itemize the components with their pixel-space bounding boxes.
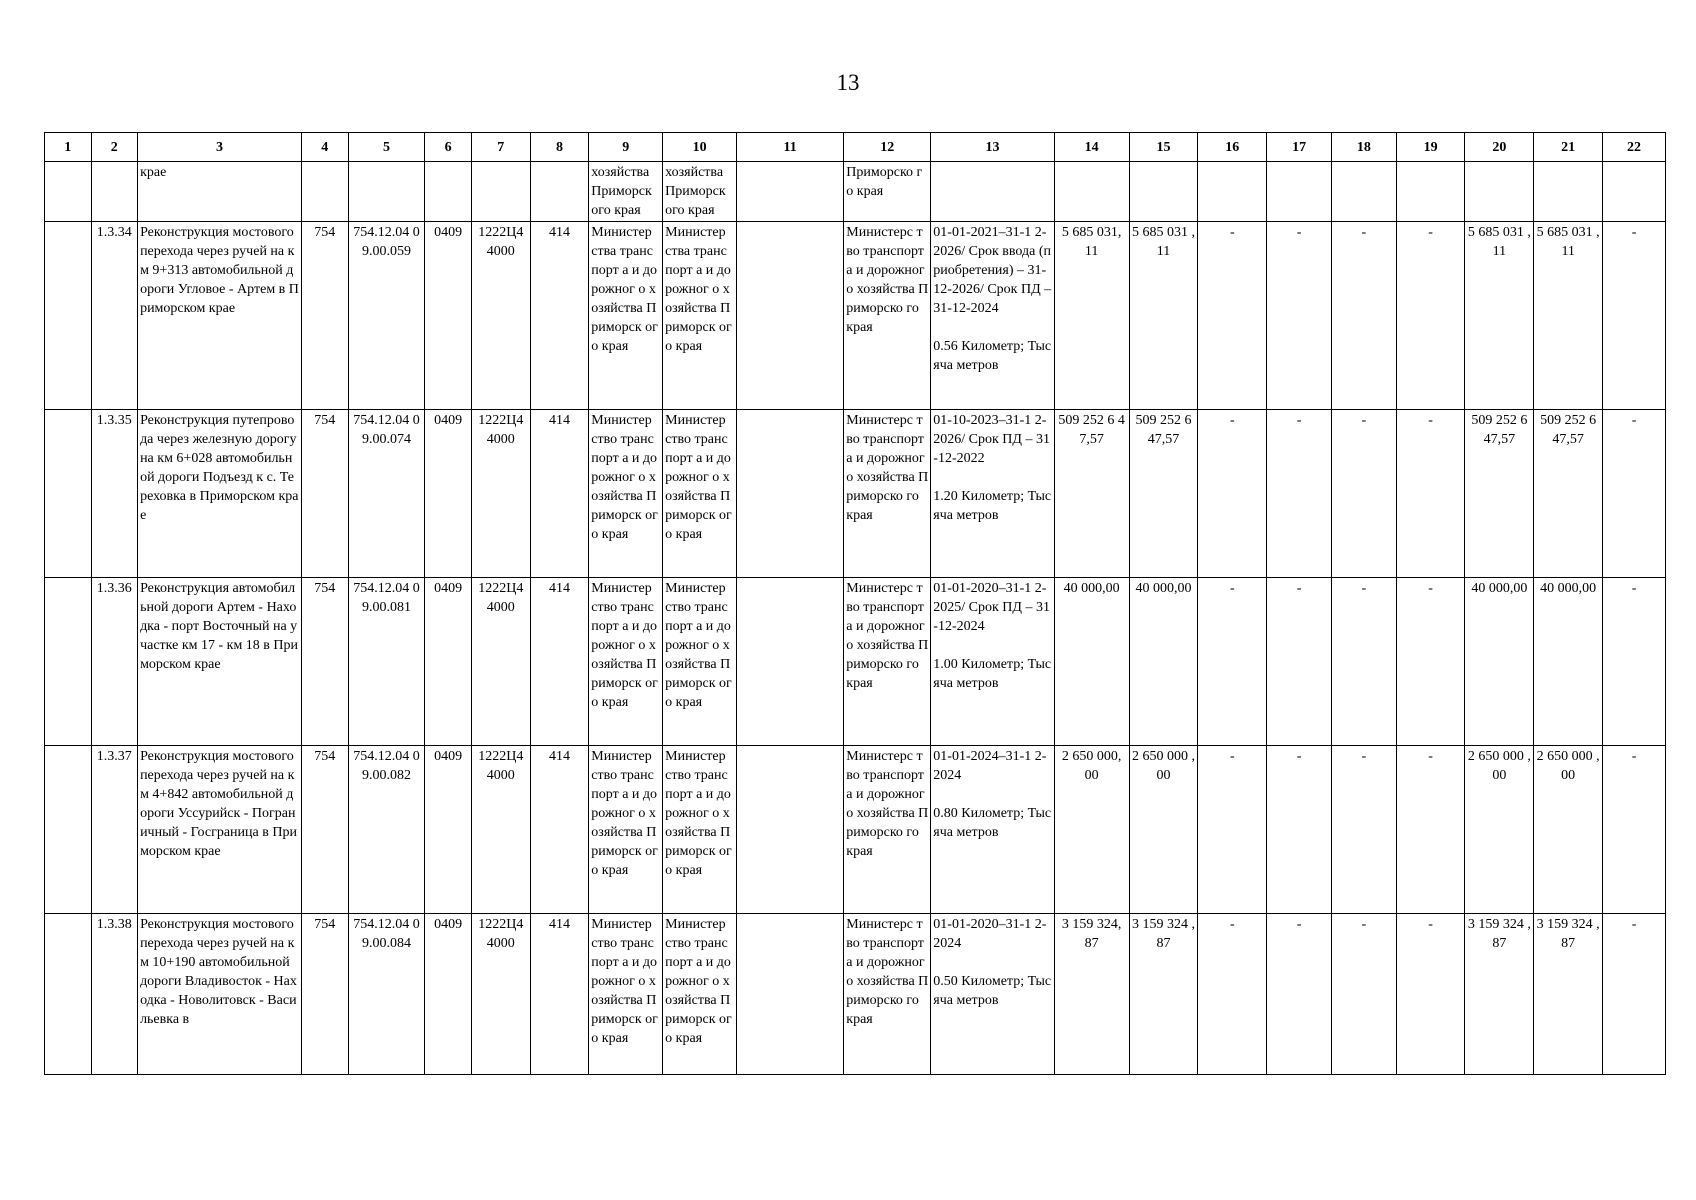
- cell-c6: 0409: [425, 578, 472, 746]
- cell-c17: -: [1267, 914, 1332, 1075]
- cell-c21: 509 252 6 47,57: [1534, 410, 1603, 578]
- cell-c2: 1.3.37: [91, 746, 138, 914]
- cell-c13: [931, 410, 1054, 578]
- cell-c18: [1331, 162, 1396, 222]
- cell-c22: -: [1603, 578, 1666, 746]
- cell-c6: 0409: [425, 410, 472, 578]
- capacity-text: 0.56 Километр; Тысяча метров: [933, 339, 1052, 373]
- cell-c4: 754: [301, 578, 348, 746]
- cell-c10: хозяйства Приморск ого края: [663, 162, 737, 222]
- cell-c4: 754: [301, 410, 348, 578]
- cell-c3: Реконструкция автомобильной дороги Артем - Находка - порт Восточный на участке км 17 - км 18 в Приморском крае: [138, 578, 302, 746]
- cell-c22: -: [1603, 914, 1666, 1075]
- cell-c8: 414: [530, 746, 589, 914]
- cell-c1: [45, 914, 92, 1075]
- cell-c17: -: [1267, 746, 1332, 914]
- cell-c20: 2 650 000 ,00: [1465, 746, 1534, 914]
- cell-c7: 1222Ц4 4000: [471, 914, 530, 1075]
- cell-c12: Министерс тво транспорта и дорожного хозяйства Приморско го края: [844, 914, 931, 1075]
- cell-c18: -: [1331, 914, 1396, 1075]
- cell-c10: Министер ство транспорт а и дорожног о хозяйства Приморск ого края: [663, 578, 737, 746]
- cell-c15: 2 650 000 ,00: [1129, 746, 1198, 914]
- cell-c13: [931, 746, 1054, 914]
- cell-c22: [1603, 162, 1666, 222]
- cell-c11: [737, 162, 844, 222]
- column-header-2: 2: [91, 133, 138, 162]
- cell-c5: [348, 162, 425, 222]
- cell-c15: 40 000,00: [1129, 578, 1198, 746]
- cell-c10: Министер ства транспорт а и дорожног о хозяйства Приморск ого края: [663, 222, 737, 410]
- period-text: 01-10-2023–31-1 2-2026/ Срок ПД – 31-12-2022: [933, 413, 1050, 466]
- cell-c1: [45, 746, 92, 914]
- cell-c8: 414: [530, 578, 589, 746]
- cell-c14: 5 685 031, 11: [1054, 222, 1129, 410]
- cell-c14: 3 159 324, 87: [1054, 914, 1129, 1075]
- cell-c16: -: [1198, 746, 1267, 914]
- column-header-19: 19: [1396, 133, 1465, 162]
- cell-c9: Министер ство транспорт а и дорожног о хозяйства Приморск ого края: [589, 914, 663, 1075]
- column-header-21: 21: [1534, 133, 1603, 162]
- cell-c22: -: [1603, 410, 1666, 578]
- cell-c8: 414: [530, 222, 589, 410]
- cell-c7: 1222Ц4 4000: [471, 578, 530, 746]
- cell-c2: 1.3.38: [91, 914, 138, 1075]
- cell-c6: [425, 162, 472, 222]
- column-header-4: 4: [301, 133, 348, 162]
- cell-c5: 754.12.04 09.00.059: [348, 222, 425, 410]
- cell-c21: [1534, 162, 1603, 222]
- cell-c21: 40 000,00: [1534, 578, 1603, 746]
- cell-c8: 414: [530, 410, 589, 578]
- cell-c11: [737, 410, 844, 578]
- cell-c21: 2 650 000 ,00: [1534, 746, 1603, 914]
- cell-c19: -: [1396, 746, 1465, 914]
- cell-c8: 414: [530, 914, 589, 1075]
- cell-c12: Министерс тво транспорта и дорожного хозяйства Приморско го края: [844, 746, 931, 914]
- cell-c7: [471, 162, 530, 222]
- cell-c9: Министер ство транспорт а и дорожног о хозяйства Приморск ого края: [589, 578, 663, 746]
- column-header-14: 14: [1054, 133, 1129, 162]
- page-number: 13: [836, 70, 860, 95]
- cell-c2: 1.3.34: [91, 222, 138, 410]
- cell-c16: -: [1198, 914, 1267, 1075]
- cell-c14: 40 000,00: [1054, 578, 1129, 746]
- column-header-18: 18: [1331, 133, 1396, 162]
- cell-c7: 1222Ц4 4000: [471, 410, 530, 578]
- cell-c14: [1054, 162, 1129, 222]
- cell-c9: Министер ства транспорт а и дорожног о хозяйства Приморск ого края: [589, 222, 663, 410]
- capacity-text: 1.20 Километр; Тысяча метров: [933, 489, 1052, 523]
- cell-c4: 754: [301, 746, 348, 914]
- cell-c5: 754.12.04 09.00.082: [348, 746, 425, 914]
- column-header-7: 7: [471, 133, 530, 162]
- cell-c15: 509 252 6 47,57: [1129, 410, 1198, 578]
- cell-c3: Реконструкция мостового перехода через ручей на км 10+190 автомобильной дороги Владивосток - Находка - Новолитовск - Васильевка в: [138, 914, 302, 1075]
- cell-c9: Министер ство транспорт а и дорожног о хозяйства Приморск ого края: [589, 410, 663, 578]
- cell-c11: [737, 746, 844, 914]
- period-text: 01-01-2020–31-1 2-2025/ Срок ПД – 31-12-2024: [933, 581, 1050, 634]
- column-header-3: 3: [138, 133, 302, 162]
- cell-c19: -: [1396, 914, 1465, 1075]
- cell-c11: [737, 222, 844, 410]
- column-header-10: 10: [663, 133, 737, 162]
- cell-c7: 1222Ц4 4000: [471, 746, 530, 914]
- cell-c15: 3 159 324 ,87: [1129, 914, 1198, 1075]
- cell-c14: 509 252 6 47,57: [1054, 410, 1129, 578]
- column-header-12: 12: [844, 133, 931, 162]
- data-table: [44, 132, 1666, 1075]
- cell-c13: [931, 222, 1054, 410]
- capacity-text: 0.50 Километр; Тысяча метров: [933, 974, 1052, 1008]
- table-row: [45, 410, 1666, 578]
- cell-c17: -: [1267, 410, 1332, 578]
- cell-c12: Министерс тво транспорта и дорожного хозяйства Приморско го края: [844, 222, 931, 410]
- cell-c13: [931, 162, 1054, 222]
- cell-c6: 0409: [425, 746, 472, 914]
- cell-c10: Министер ство транспорт а и дорожног о хозяйства Приморск ого края: [663, 914, 737, 1075]
- cell-c19: -: [1396, 578, 1465, 746]
- table-row: [45, 746, 1666, 914]
- cell-c5: 754.12.04 09.00.084: [348, 914, 425, 1075]
- cell-c3: Реконструкция мостового перехода через ручей на км 4+842 автомобильной дороги Уссурийск - Пограничный - Госграница в Приморском крае: [138, 746, 302, 914]
- cell-c12: Министерс тво транспорта и дорожного хозяйства Приморско го края: [844, 410, 931, 578]
- cell-c22: -: [1603, 222, 1666, 410]
- cell-c7: 1222Ц4 4000: [471, 222, 530, 410]
- header-row: [45, 133, 1666, 162]
- cell-c10: Министер ство транспорт а и дорожног о хозяйства Приморск ого края: [663, 410, 737, 578]
- column-header-20: 20: [1465, 133, 1534, 162]
- cell-c8: [530, 162, 589, 222]
- period-text: 01-01-2024–31-1 2-2024: [933, 749, 1047, 783]
- table-row: [45, 914, 1666, 1075]
- cell-c13: [931, 578, 1054, 746]
- cell-c16: -: [1198, 410, 1267, 578]
- cell-c11: [737, 914, 844, 1075]
- cell-c18: -: [1331, 222, 1396, 410]
- cell-c11: [737, 578, 844, 746]
- cell-c14: 2 650 000, 00: [1054, 746, 1129, 914]
- column-header-8: 8: [530, 133, 589, 162]
- cell-c3: Реконструкция мостового перехода через ручей на км 9+313 автомобильной дороги Угловое - Артем в Приморском крае: [138, 222, 302, 410]
- cell-c9: хозяйства Приморск ого края: [589, 162, 663, 222]
- cell-c20: [1465, 162, 1534, 222]
- cell-c2: [91, 162, 138, 222]
- cell-c3: крае: [138, 162, 302, 222]
- cell-c19: -: [1396, 222, 1465, 410]
- cell-c6: 0409: [425, 914, 472, 1075]
- cell-c9: Министер ство транспорт а и дорожног о хозяйства Приморск ого края: [589, 746, 663, 914]
- cell-c5: 754.12.04 09.00.074: [348, 410, 425, 578]
- cell-c15: [1129, 162, 1198, 222]
- cell-c13: [931, 914, 1054, 1075]
- cell-c19: -: [1396, 410, 1465, 578]
- cell-c16: [1198, 162, 1267, 222]
- cell-c21: 5 685 031 ,11: [1534, 222, 1603, 410]
- cell-c19: [1396, 162, 1465, 222]
- capacity-text: 1.00 Километр; Тысяча метров: [933, 657, 1052, 691]
- cell-c2: 1.3.35: [91, 410, 138, 578]
- cell-c20: 3 159 324 ,87: [1465, 914, 1534, 1075]
- continuation-row: [45, 162, 1666, 222]
- cell-c18: -: [1331, 578, 1396, 746]
- table-row: [45, 222, 1666, 410]
- cell-c22: -: [1603, 746, 1666, 914]
- cell-c20: 509 252 6 47,57: [1465, 410, 1534, 578]
- cell-c10: Министер ство транспорт а и дорожног о хозяйства Приморск ого края: [663, 746, 737, 914]
- cell-c1: [45, 222, 92, 410]
- cell-c21: 3 159 324 ,87: [1534, 914, 1603, 1075]
- cell-c3: Реконструкция путепровода через железную дорогу на км 6+028 автомобильной дороги Подъезд к с. Тереховка в Приморском крае: [138, 410, 302, 578]
- cell-c12: Приморско го края: [844, 162, 931, 222]
- cell-c1: [45, 162, 92, 222]
- cell-c20: 40 000,00: [1465, 578, 1534, 746]
- cell-c5: 754.12.04 09.00.081: [348, 578, 425, 746]
- column-header-15: 15: [1129, 133, 1198, 162]
- column-header-11: 11: [737, 133, 844, 162]
- cell-c18: -: [1331, 410, 1396, 578]
- cell-c1: [45, 410, 92, 578]
- cell-c4: [301, 162, 348, 222]
- column-header-17: 17: [1267, 133, 1332, 162]
- table-row: [45, 578, 1666, 746]
- column-header-1: 1: [45, 133, 92, 162]
- cell-c17: [1267, 162, 1332, 222]
- cell-c2: 1.3.36: [91, 578, 138, 746]
- cell-c1: [45, 578, 92, 746]
- cell-c16: -: [1198, 222, 1267, 410]
- cell-c16: -: [1198, 578, 1267, 746]
- column-header-6: 6: [425, 133, 472, 162]
- cell-c17: -: [1267, 222, 1332, 410]
- capacity-text: 0.80 Километр; Тысяча метров: [933, 806, 1052, 840]
- column-header-16: 16: [1198, 133, 1267, 162]
- cell-c4: 754: [301, 222, 348, 410]
- period-text: 01-01-2021–31-1 2-2026/ Срок ввода (приобретения) – 31-12-2026/ Срок ПД – 31-12-2024: [933, 225, 1052, 316]
- cell-c4: 754: [301, 914, 348, 1075]
- column-header-22: 22: [1603, 133, 1666, 162]
- column-header-13: 13: [931, 133, 1054, 162]
- column-header-5: 5: [348, 133, 425, 162]
- period-text: 01-01-2020–31-1 2-2024: [933, 917, 1047, 951]
- cell-c15: 5 685 031 ,11: [1129, 222, 1198, 410]
- cell-c12: Министерс тво транспорта и дорожного хозяйства Приморско го края: [844, 578, 931, 746]
- column-header-9: 9: [589, 133, 663, 162]
- cell-c17: -: [1267, 578, 1332, 746]
- cell-c6: 0409: [425, 222, 472, 410]
- cell-c20: 5 685 031 ,11: [1465, 222, 1534, 410]
- cell-c18: -: [1331, 746, 1396, 914]
